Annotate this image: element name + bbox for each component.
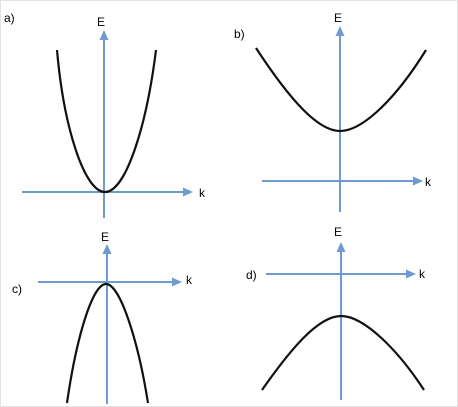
panel-a-k-axis-label: k: [199, 186, 205, 200]
panel-a-k-arrow: [183, 188, 193, 197]
panel-d: [246, 225, 426, 400]
panel-a-energy-axis-label: E: [97, 15, 106, 29]
panel-c-energy-axis-label: E: [101, 230, 110, 244]
panel-a-dispersion-curve: [57, 50, 156, 192]
panel-c-k-arrow: [172, 278, 182, 287]
panel-c-k-axis-label: k: [186, 273, 192, 287]
panel-b: [234, 11, 432, 212]
panel-b-k-axis-label: k: [425, 175, 431, 189]
panel-c-energy-arrow: [103, 244, 112, 254]
panel-d-label: d): [246, 268, 257, 282]
panel-d-k-axis-label: k: [419, 267, 425, 281]
panel-d-energy-arrow: [337, 242, 346, 252]
panel-c: [12, 230, 193, 404]
panel-c-label: c): [12, 282, 22, 296]
panel-d-dispersion-curve: [262, 316, 424, 390]
panel-a-label: a): [4, 11, 15, 25]
panel-b-energy-arrow: [336, 26, 345, 36]
panel-d-k-arrow: [406, 270, 416, 279]
panel-b-label: b): [234, 27, 245, 41]
panel-b-k-arrow: [413, 177, 423, 186]
panel-a-energy-arrow: [100, 30, 109, 40]
panel-a: [4, 11, 206, 218]
panel-d-energy-axis-label: E: [334, 225, 343, 239]
panel-b-energy-axis-label: E: [334, 11, 343, 25]
